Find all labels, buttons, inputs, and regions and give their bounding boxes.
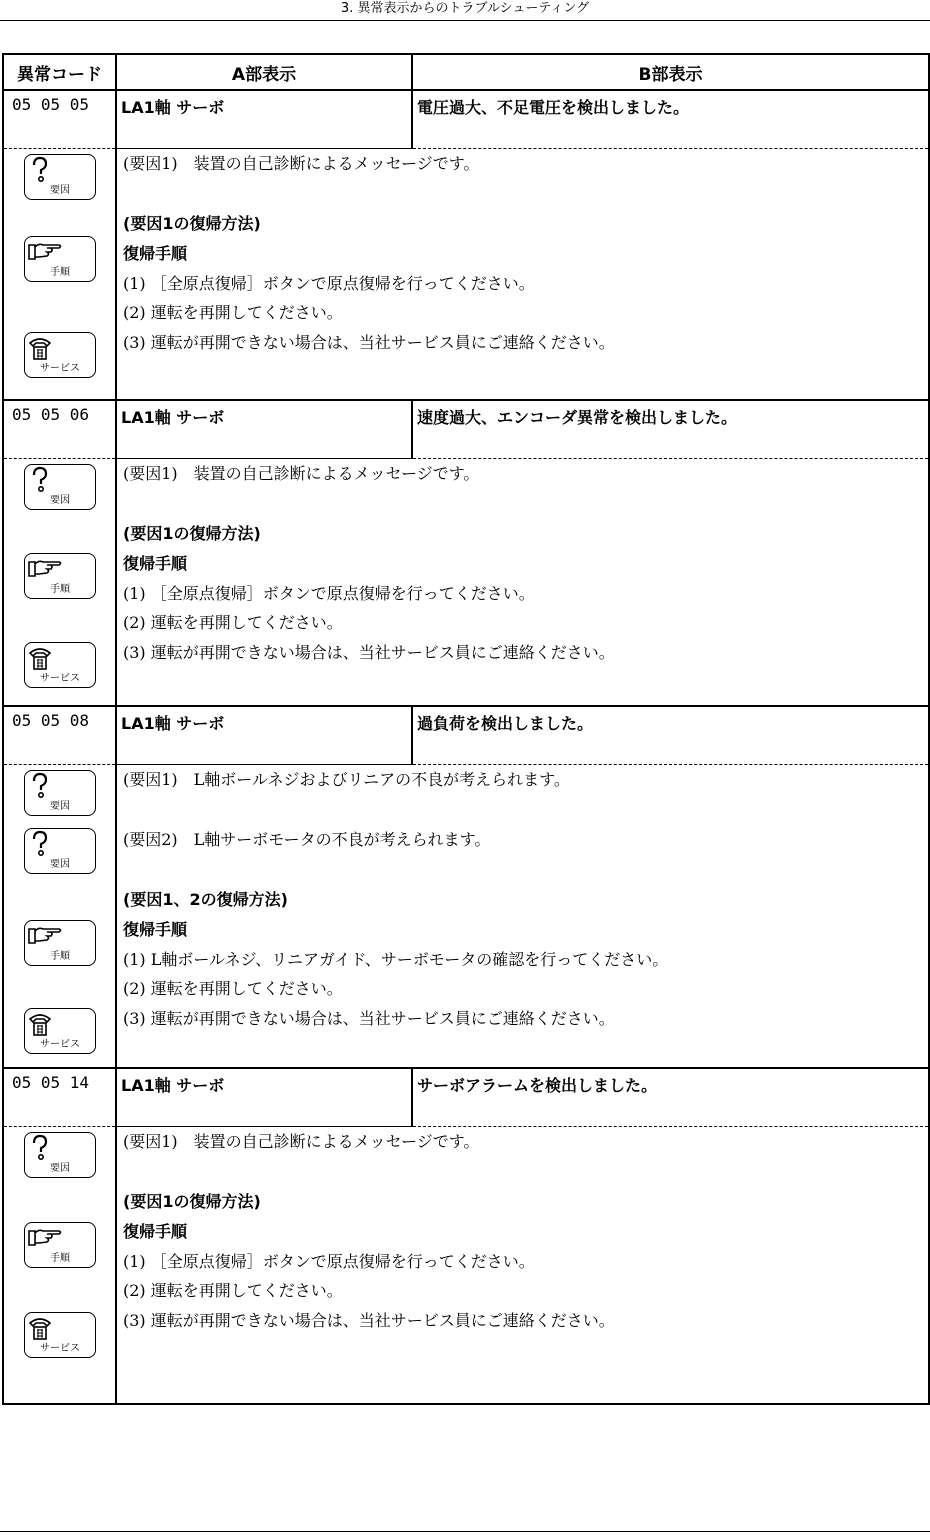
- footer-rule: [0, 1531, 930, 1532]
- cause-icon-label: 要因: [50, 858, 70, 870]
- recovery-title: (要因1の復帰方法): [123, 213, 261, 233]
- error-entry-detail: [3, 458, 929, 706]
- step-2: (2) 運転を再開してください。: [123, 612, 343, 632]
- cause-icon-label: 要因: [50, 800, 70, 812]
- step-2: (2) 運転を再開してください。: [123, 1280, 343, 1300]
- cause-icon: [24, 770, 96, 816]
- error-entry-header: [3, 400, 929, 458]
- a-display-text: LA1軸 サーボ: [116, 400, 412, 458]
- error-code: 05 05 06: [3, 400, 116, 458]
- cause-text: (要因1) 装置の自己診断によるメッセージです。: [123, 153, 480, 173]
- header-error-code: 異常コード: [3, 54, 116, 90]
- telephone-icon: [25, 643, 55, 673]
- service-icon: [24, 1008, 96, 1054]
- table-header-row: [3, 54, 929, 90]
- procedure-icon-label: 手順: [50, 583, 70, 595]
- cause-icon: [24, 154, 96, 200]
- service-icon: [24, 332, 96, 378]
- step-3: (3) 運転が再開できない場合は、当社サービス員にご連絡ください。: [123, 1310, 615, 1330]
- service-icon-label: サービス: [40, 1038, 80, 1050]
- pointing-hand-icon: [25, 237, 65, 267]
- error-code: 05 05 08: [3, 706, 116, 764]
- service-icon: [24, 642, 96, 688]
- procedure-icon-label: 手順: [50, 950, 70, 962]
- question-mark-icon: [25, 465, 55, 495]
- icon-column: [3, 764, 116, 1068]
- step-2: (2) 運転を再開してください。: [123, 978, 343, 998]
- procedure-title: 復帰手順: [123, 919, 188, 939]
- procedure-icon: [24, 920, 96, 966]
- detail-body: [116, 458, 929, 706]
- step-1: (1) L軸ボールネジ、リニアガイド、サーボモータの確認を行ってください。: [123, 949, 669, 969]
- telephone-icon: [25, 1009, 55, 1039]
- error-entry-detail: [3, 148, 929, 400]
- procedure-icon: [24, 236, 96, 282]
- telephone-icon: [25, 333, 55, 363]
- question-mark-icon: [25, 1133, 55, 1163]
- icon-column: [3, 1126, 116, 1404]
- pointing-hand-icon: [25, 554, 65, 584]
- cause-icon: [24, 828, 96, 874]
- step-1: (1) ［全原点復帰］ボタンで原点復帰を行ってください。: [123, 583, 535, 603]
- procedure-icon-label: 手順: [50, 1252, 70, 1264]
- cause-text: (要因1) 装置の自己診断によるメッセージです。: [123, 463, 480, 483]
- question-mark-icon: [25, 829, 55, 859]
- cause-icon-label: 要因: [50, 1162, 70, 1174]
- b-display-text: 速度過大、エンコーダ異常を検出しました。: [412, 400, 929, 458]
- step-3: (3) 運転が再開できない場合は、当社サービス員にご連絡ください。: [123, 332, 615, 352]
- question-mark-icon: [25, 771, 55, 801]
- error-entry-header: [3, 90, 929, 148]
- step-3: (3) 運転が再開できない場合は、当社サービス員にご連絡ください。: [123, 642, 615, 662]
- procedure-icon-label: 手順: [50, 266, 70, 278]
- question-mark-icon: [25, 155, 55, 185]
- cause-text: (要因1) L軸ボールネジおよびリニアの不良が考えられます。: [123, 769, 570, 789]
- cause-icon-label: 要因: [50, 184, 70, 196]
- service-icon-label: サービス: [40, 362, 80, 374]
- error-entry-detail: [3, 764, 929, 1068]
- recovery-title: (要因1の復帰方法): [123, 523, 261, 543]
- b-display-text: 電圧過大、不足電圧を検出しました。: [412, 90, 929, 148]
- service-icon-label: サービス: [40, 1342, 80, 1354]
- cause-text: (要因2) L軸サーボモータの不良が考えられます。: [123, 829, 491, 849]
- detail-body: [116, 764, 929, 1068]
- detail-body: [116, 1126, 929, 1404]
- icon-column: [3, 148, 116, 400]
- cause-icon: [24, 464, 96, 510]
- service-icon: [24, 1312, 96, 1358]
- page-header: 3. 異常表示からのトラブルシューティング: [0, 0, 930, 21]
- step-1: (1) ［全原点復帰］ボタンで原点復帰を行ってください。: [123, 273, 535, 293]
- procedure-icon: [24, 1222, 96, 1268]
- error-entry-detail: [3, 1126, 929, 1404]
- a-display-text: LA1軸 サーボ: [116, 90, 412, 148]
- step-1: (1) ［全原点復帰］ボタンで原点復帰を行ってください。: [123, 1251, 535, 1271]
- recovery-title: (要因1、2の復帰方法): [123, 889, 288, 909]
- procedure-title: 復帰手順: [123, 243, 188, 263]
- procedure-icon: [24, 553, 96, 599]
- pointing-hand-icon: [25, 921, 65, 951]
- error-code-table: [2, 53, 930, 1405]
- header-a-display: A部表示: [116, 54, 412, 90]
- error-entry-header: [3, 706, 929, 764]
- cause-text: (要因1) 装置の自己診断によるメッセージです。: [123, 1131, 480, 1151]
- service-icon-label: サービス: [40, 672, 80, 684]
- telephone-icon: [25, 1313, 55, 1343]
- b-display-text: サーボアラームを検出しました。: [412, 1068, 929, 1126]
- recovery-title: (要因1の復帰方法): [123, 1191, 261, 1211]
- procedure-title: 復帰手順: [123, 1221, 188, 1241]
- detail-body: [116, 148, 929, 400]
- cause-icon: [24, 1132, 96, 1178]
- a-display-text: LA1軸 サーボ: [116, 1068, 412, 1126]
- error-entry-header: [3, 1068, 929, 1126]
- icon-column: [3, 458, 116, 706]
- cause-icon-label: 要因: [50, 494, 70, 506]
- step-2: (2) 運転を再開してください。: [123, 302, 343, 322]
- procedure-title: 復帰手順: [123, 553, 188, 573]
- pointing-hand-icon: [25, 1223, 65, 1253]
- error-code: 05 05 05: [3, 90, 116, 148]
- b-display-text: 過負荷を検出しました。: [412, 706, 929, 764]
- error-code: 05 05 14: [3, 1068, 116, 1126]
- a-display-text: LA1軸 サーボ: [116, 706, 412, 764]
- step-3: (3) 運転が再開できない場合は、当社サービス員にご連絡ください。: [123, 1008, 615, 1028]
- header-b-display: B部表示: [412, 54, 929, 90]
